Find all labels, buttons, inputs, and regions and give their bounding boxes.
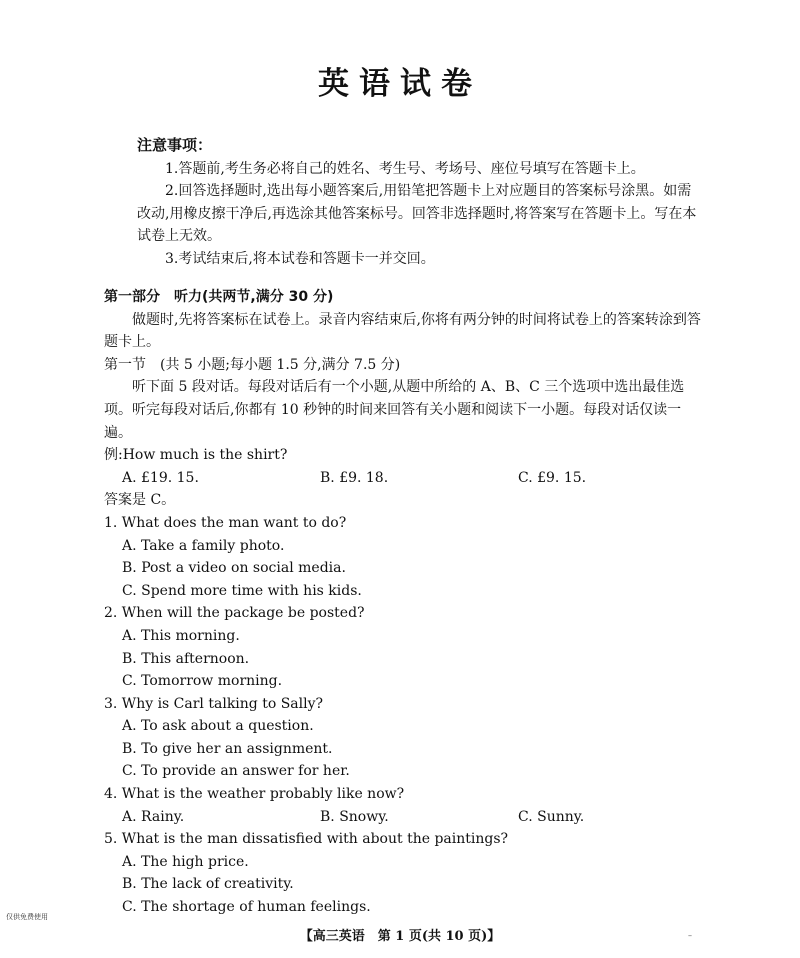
option: A. To ask about a question. — [122, 718, 314, 735]
option: C. To provide an answer for her. — [122, 763, 350, 780]
question-text: 4. What is the weather probably like now? — [104, 786, 405, 803]
part1-heading: 第一部分 听力(共两节,满分 30 分) — [104, 289, 334, 305]
notice-item: 3.考试结束后,将本试卷和答题卡一并交回。 — [165, 250, 435, 267]
page-title: 英语试卷 — [318, 66, 482, 102]
option: C. The shortage of human feelings. — [122, 899, 371, 916]
section1-instruction: 听下面 5 段对话。每段对话后有一个小题,从题中所给的 A、B、C 三个选项中选出最佳选项。听完每段对话后,你都有 10 秒钟的时间来回答有关小题和阅读下一小题。每段对话仅读一遍。 — [104, 379, 685, 441]
option: C. Spend more time with his kids. — [122, 582, 362, 599]
question-text: 1. What does the man want to do? — [104, 514, 347, 531]
option: C. Tomorrow morning. — [122, 673, 283, 690]
option: B. This afternoon. — [122, 650, 250, 667]
option: C. £9. 15. — [518, 469, 587, 486]
notice-heading: 注意事项： — [137, 136, 213, 154]
notice-item: 1.答题前,考生务必将自己的姓名、考生号、考场号、座位号填写在答题卡上。 — [165, 160, 645, 177]
option: B. The lack of creativity. — [122, 876, 294, 893]
example-question: 例:How much is the shirt? — [104, 447, 288, 464]
option: A. This morning. — [122, 627, 240, 644]
question-options-row — [104, 806, 704, 829]
option: B. To give her an assignment. — [122, 740, 333, 757]
notice-block — [137, 134, 697, 270]
example-options — [104, 467, 704, 490]
option: A. £19. 15. — [122, 469, 199, 486]
option: A. Take a family photo. — [122, 537, 285, 554]
option: B. Snowy. — [320, 808, 389, 825]
part1-block — [104, 286, 704, 919]
corner-mark: – — [688, 931, 692, 940]
question-text: 2. When will the package be posted? — [104, 605, 365, 622]
question-text: 3. Why is Carl talking to Sally? — [104, 695, 324, 712]
option: A. Rainy. — [122, 808, 185, 825]
notice-item: 2.回答选择题时,选出每小题答案后,用铅笔把答题卡上对应题目的答案标号涂黑。如需改动,用橡皮擦干净后,再选涂其他答案标号。回答非选择题时,将答案写在答题卡上。写在本试卷上无效。 — [137, 183, 697, 244]
option: B. £9. 18. — [320, 469, 389, 486]
side-note: 仅供免费使用 — [6, 913, 48, 921]
part1-instruction: 做题时,先将答案标在试卷上。录音内容结束后,你将有两分钟的时间将试卷上的答案转涂到答题卡上。 — [104, 311, 701, 351]
option: B. Post a video on social media. — [122, 560, 346, 577]
page-footer: 【高三英语 第 1 页(共 10 页)】 — [299, 929, 501, 944]
option: A. The high price. — [122, 853, 249, 870]
section1-heading: 第一节 (共 5 小题;每小题 1.5 分,满分 7.5 分) — [104, 356, 401, 373]
option: C. Sunny. — [518, 808, 585, 825]
question-text: 5. What is the man dissatisfied with about the paintings? — [104, 831, 509, 848]
example-answer: 答案是 C。 — [104, 492, 176, 509]
